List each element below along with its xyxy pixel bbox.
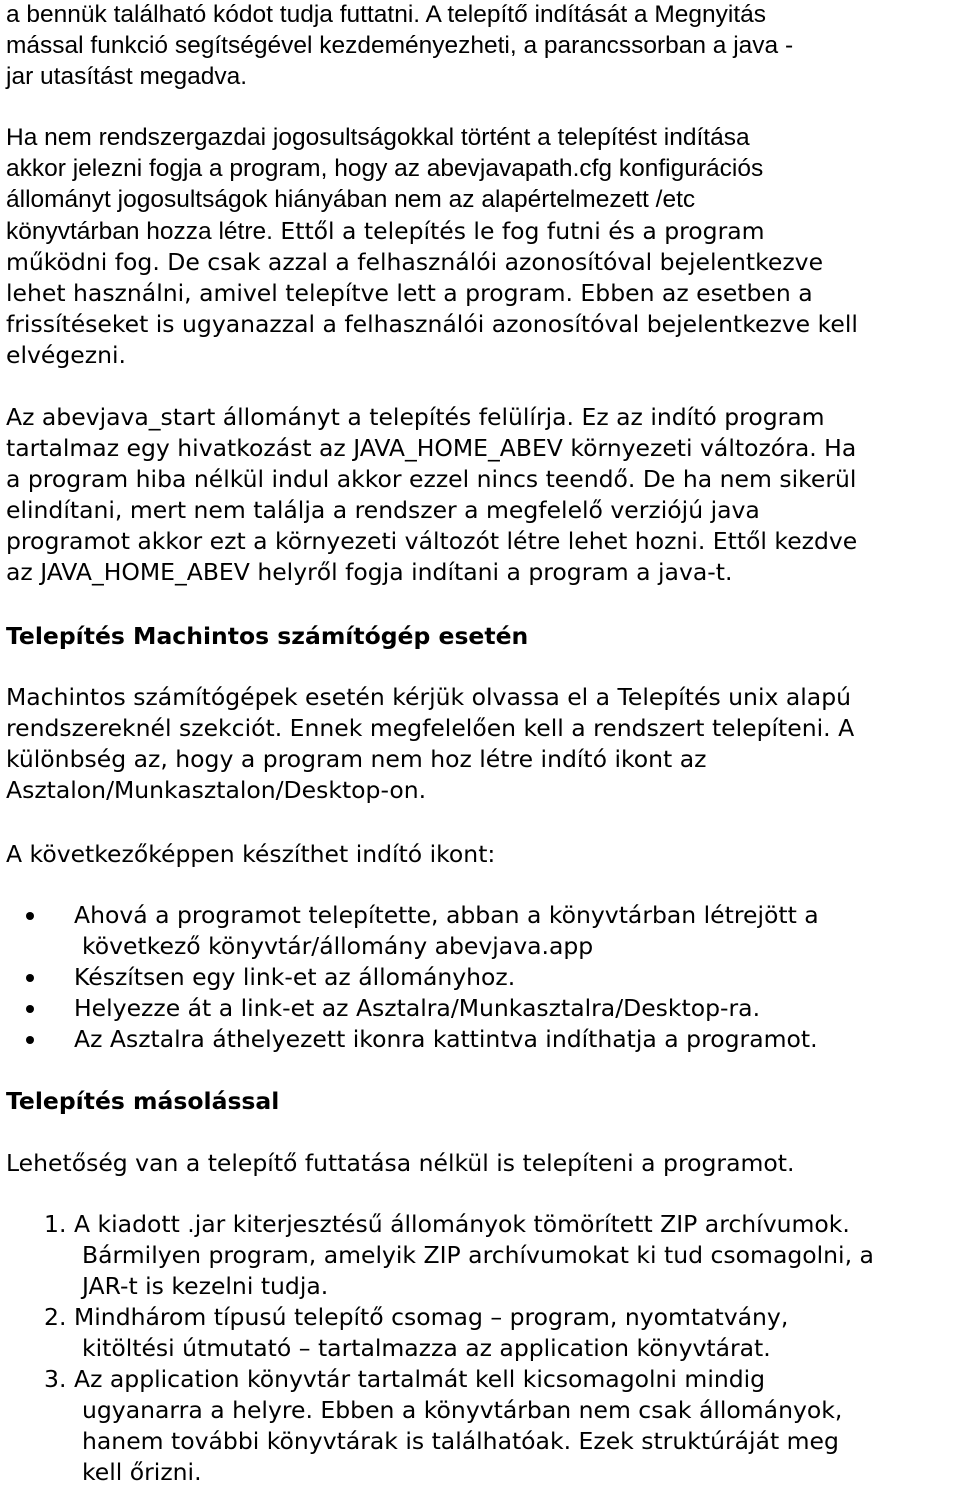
list-item-text: Készítsen egy link-et az állományhoz.: [74, 963, 516, 991]
text-line: Ha nem rendszergazdai jogosultságokkal történt a telepítést indítása: [6, 124, 750, 151]
text-line: lehet használni, amivel telepítve lett a program. Ebben az esetben a: [6, 279, 813, 307]
list-item-text: Ahová a programot telepítette, abban a könyvtárban létrejött a: [74, 901, 819, 929]
list-item-text: következő könyvtár/állomány abevjava.app: [82, 932, 594, 960]
list-item-text: JAR-t is kezelni tudja.: [82, 1272, 329, 1300]
bullet-icon: [26, 1005, 34, 1013]
text-line: tartalmaz egy hivatkozást az JAVA_HOME_ABEV környezeti változóra. Ha: [6, 434, 857, 462]
text-line: akkor jelezni fogja a program, hogy az abevjavapath.cfg konfigurációs: [6, 155, 764, 182]
text-line: frissítéseket is ugyanazzal a felhasználói azonosítóval bejelentkezve kell: [6, 310, 858, 338]
text-line: elindítani, mert nem találja a rendszer a megfelelő verziójú java: [6, 496, 760, 524]
copy-paragraph: Lehetőség van a telepítő futtatása nélkül is telepíteni a programot.: [6, 1149, 795, 1177]
list-item-text: Helyezze át a link-et az Asztalra/Munkasztalra/Desktop-ra.: [74, 994, 761, 1022]
text-line: működni fog. De csak azzal a felhasználói azonosítóval bejelentkezve: [6, 248, 824, 276]
text-span: könyvtárban hozza létre.: [6, 218, 273, 245]
list-item-text: Az Asztalra áthelyezett ikonra kattintva indíthatja a programot.: [74, 1025, 818, 1053]
start-paragraph: [6, 402, 857, 588]
list-item-text: ugyanarra a helyre. Ebben a könyvtárban nem csak állományok,: [82, 1396, 843, 1424]
mac-paragraph: [6, 682, 854, 806]
section-heading-copy: Telepítés másolással: [6, 1087, 280, 1115]
bullet-icon: [26, 912, 34, 920]
text-line: Az abevjava_start állományt a telepítés felülírja. Ez az indító program: [6, 403, 825, 431]
list-item-text: hanem további könyvtárak is találhatóak. Ezek struktúráját meg: [82, 1427, 839, 1455]
text-line: állományt jogosultságok hiányában nem az alapértelmezett /etc: [6, 186, 696, 213]
list-item-text: Bármilyen program, amelyik ZIP archívumokat ki tud csomagolni, a: [82, 1241, 874, 1269]
list-item-text: kell őrizni.: [82, 1458, 202, 1486]
text-line: különbség az, hogy a program nem hoz létre indító ikont az: [6, 745, 707, 773]
bullet-icon: [26, 1036, 34, 1044]
text-span: Ettől a telepítés le fog futni és a program: [272, 217, 765, 245]
text-line: elvégezni.: [6, 341, 126, 369]
text-line: a program hiba nélkül indul akkor ezzel nincs teendő. De ha nem sikerül: [6, 465, 857, 493]
list-number: 1.: [44, 1210, 67, 1238]
text-line: programot akkor ezt a környezeti változót létre lehet hozni. Ettől kezdve: [6, 527, 858, 555]
section-heading-mac: Telepítés Machintos számítógép esetén: [6, 622, 529, 650]
text-line: mással funkció segítségével kezdeményezheti, a parancssorban a java -: [6, 32, 794, 59]
admin-paragraph-part2: [6, 216, 858, 371]
admin-paragraph-part1: [6, 122, 763, 215]
list-item-text: Mindhárom típusú telepítő csomag – program, nyomtatvány,: [74, 1303, 789, 1331]
text-line: Asztalon/Munkasztalon/Desktop-on.: [6, 776, 427, 804]
text-line: Machintos számítógépek esetén kérjük olvassa el a Telepítés unix alapú: [6, 683, 852, 711]
text-line: rendszereknél szekciót. Ennek megfelelően kell a rendszert telepíteni. A: [6, 714, 855, 742]
icon-intro-paragraph: A következőképpen készíthet indító ikont:: [6, 840, 496, 868]
list-number: 2.: [44, 1303, 67, 1331]
text-line: az JAVA_HOME_ABEV helyről fogja indítani a program a java-t.: [6, 558, 733, 586]
text-line: a bennük található kódot tudja futtatni. A telepítő indítását a Megnyitás: [6, 1, 767, 28]
list-item-text: A kiadott .jar kiterjesztésű állományok tömörített ZIP archívumok.: [74, 1210, 850, 1238]
list-number: 3.: [44, 1365, 67, 1393]
list-item-text: kitöltési útmutató – tartalmazza az application könyvtárat.: [82, 1334, 771, 1362]
intro-paragraph: [6, 0, 793, 92]
bullet-icon: [26, 974, 34, 982]
text-line: jar utasítást megadva.: [6, 63, 248, 90]
list-item-text: Az application könyvtár tartalmát kell kicsomagolni mindig: [74, 1365, 766, 1393]
